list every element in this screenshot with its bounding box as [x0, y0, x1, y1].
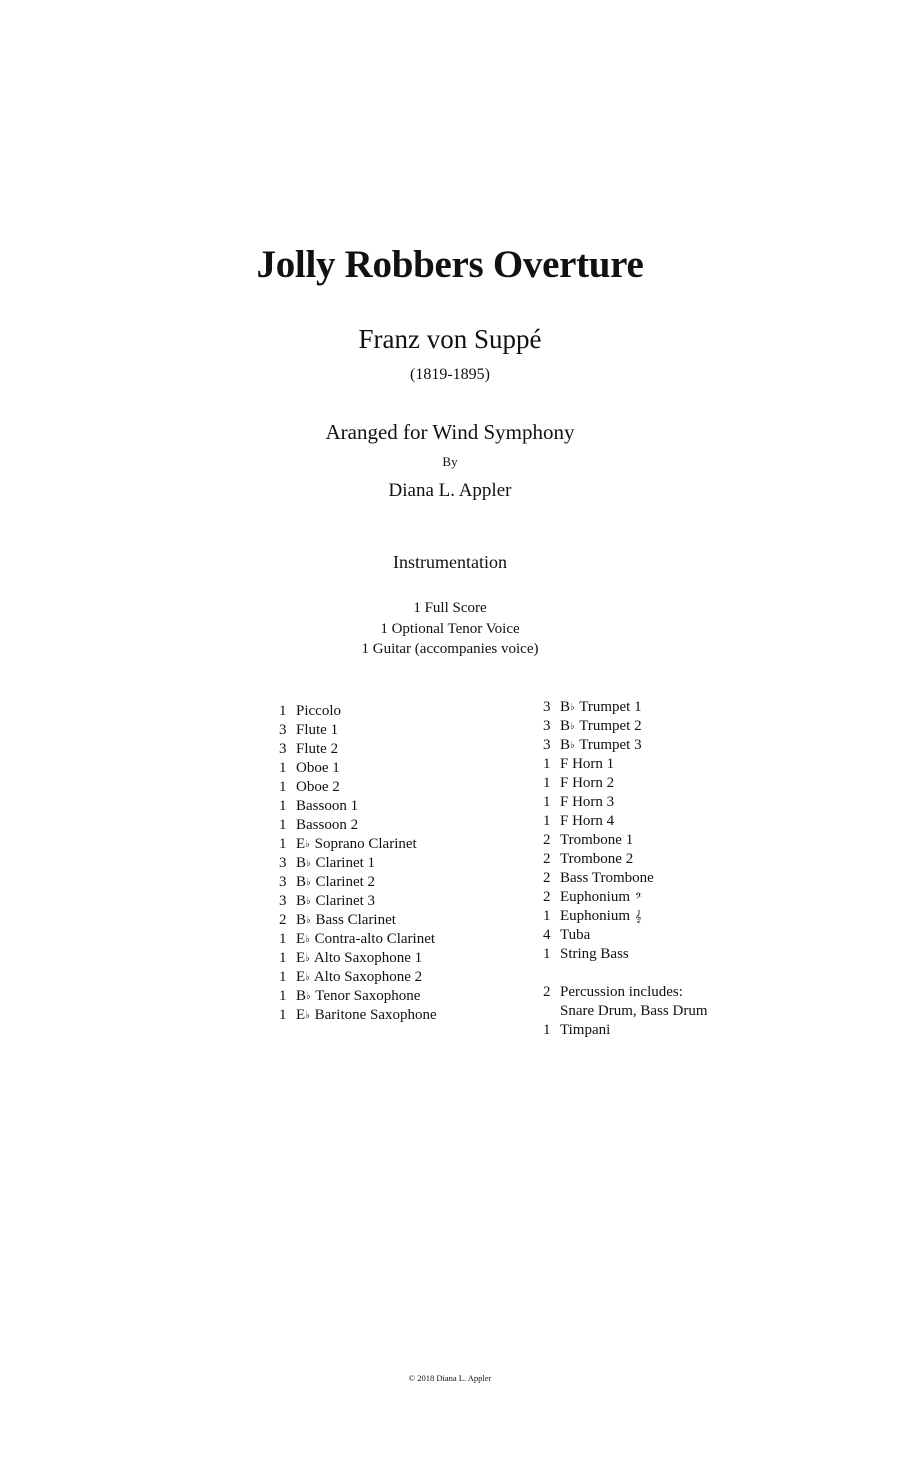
part-quantity: 1: [543, 775, 551, 791]
part-label: [560, 907, 642, 926]
part-label: [296, 835, 417, 854]
composer-dates: (1819-1895): [410, 366, 490, 383]
part-label: [296, 816, 358, 835]
part-name: F Horn 1: [560, 756, 615, 772]
part-name: Clarinet 1: [311, 855, 376, 871]
part-name: F Horn 3: [560, 794, 615, 810]
part-name: Full Score: [424, 600, 487, 616]
part-label: [560, 869, 654, 888]
part-name: Euphonium: [560, 908, 630, 924]
part-name: Tenor Saxophone: [311, 988, 421, 1004]
part-label: [560, 736, 642, 755]
part-label: [296, 759, 340, 778]
part-row: [543, 983, 707, 1002]
part-quantity: 3: [279, 893, 287, 909]
by-line: By: [442, 454, 458, 469]
part-quantity: 1: [413, 600, 421, 616]
composer-name: Franz von Suppé: [358, 324, 542, 354]
clef-icon: 𝄢: [635, 891, 643, 904]
part-quantity: 3: [543, 718, 551, 734]
part-quantity: 1: [279, 950, 287, 966]
part-row: [279, 759, 437, 778]
part-quantity: 2: [543, 984, 551, 1000]
part-label: [560, 1021, 610, 1040]
part-quantity: 2: [543, 889, 551, 905]
part-key: B: [560, 699, 571, 715]
part-quantity: 1: [279, 703, 287, 719]
part-name: Trombone 2: [560, 851, 634, 867]
copyright-notice: © 2018 Diana L. Appler: [408, 1373, 492, 1383]
part-quantity: 1: [279, 817, 287, 833]
part-label: [296, 1006, 437, 1025]
part-key: B: [296, 874, 307, 890]
part-quantity: 1: [543, 908, 551, 924]
part-quantity: 3: [279, 722, 287, 738]
part-quantity: 1: [279, 760, 287, 776]
part-name: Clarinet 2: [311, 874, 376, 890]
flat-icon: ♭: [306, 991, 311, 1002]
part-quantity: 1: [543, 1022, 551, 1038]
part-key: B: [296, 912, 307, 928]
part-row: [279, 911, 437, 930]
part-key: B: [560, 718, 571, 734]
part-name: Trumpet 2: [575, 718, 642, 734]
part-row: [279, 873, 437, 892]
part-name: Bass Clarinet: [311, 912, 396, 928]
column-spacer: [543, 964, 707, 983]
part-label: [296, 949, 422, 968]
flat-icon: ♭: [305, 972, 310, 983]
woodwind-parts-column: [279, 702, 437, 1025]
part-name: Optional Tenor Voice: [391, 620, 520, 637]
brass-parts-list: [543, 698, 707, 964]
part-row: [279, 987, 437, 1006]
flat-icon: ♭: [306, 896, 311, 907]
part-row: [543, 926, 707, 945]
part-row: [279, 778, 437, 797]
page-title: Jolly Robbers Overture: [256, 243, 644, 286]
flat-icon: ♭: [570, 702, 575, 713]
part-quantity: 3: [279, 874, 287, 890]
part-label: [296, 892, 375, 911]
part-label: [560, 774, 614, 793]
part-label: [296, 778, 340, 797]
part-label: [560, 755, 614, 774]
part-row: [543, 850, 707, 869]
part-label: [560, 831, 633, 850]
part-row: [0, 639, 900, 660]
part-quantity: 3: [543, 699, 551, 715]
part-quantity: 2: [543, 870, 551, 886]
part-row: [543, 755, 707, 774]
part-label: [296, 930, 435, 949]
part-key: E: [296, 969, 306, 985]
part-name: Piccolo: [296, 703, 341, 719]
part-row: [543, 793, 707, 812]
part-name: Tuba: [560, 927, 591, 943]
flat-icon: ♭: [570, 721, 575, 732]
part-name: F Horn 4: [560, 813, 615, 829]
part-quantity: 1: [279, 836, 287, 852]
part-row: [279, 949, 437, 968]
part-quantity: 2: [543, 851, 551, 867]
part-row: [543, 717, 707, 736]
part-key: B: [560, 737, 571, 753]
part-label: [296, 873, 375, 892]
part-row: [279, 930, 437, 949]
part-key: E: [296, 836, 306, 852]
part-quantity: 3: [279, 855, 287, 871]
part-name: F Horn 2: [560, 775, 615, 791]
part-quantity: 1: [279, 931, 287, 947]
flat-icon: ♭: [305, 953, 310, 964]
flat-icon: ♭: [306, 877, 311, 888]
part-row: [543, 698, 707, 717]
flat-icon: ♭: [570, 740, 575, 751]
part-label: [296, 854, 375, 873]
part-key: E: [296, 950, 306, 966]
part-row: [0, 598, 900, 619]
part-row: [543, 888, 707, 907]
part-key: E: [296, 1007, 306, 1023]
part-label: [296, 968, 422, 987]
part-name: Baritone Saxophone: [310, 1007, 437, 1023]
part-name: Bass Trombone: [560, 870, 654, 886]
part-name: Contra-alto Clarinet: [310, 931, 436, 947]
part-row: [279, 740, 437, 759]
part-name: Clarinet 3: [311, 893, 376, 909]
part-name: Soprano Clarinet: [310, 836, 417, 852]
part-name: Bassoon 1: [296, 798, 359, 814]
part-quantity: 3: [543, 737, 551, 753]
part-row: [0, 619, 900, 640]
part-row: [543, 907, 707, 926]
part-row: [543, 812, 707, 831]
arranged-for-line: Aranged for Wind Symphony: [325, 420, 575, 444]
part-label: [296, 987, 420, 1006]
part-label: [296, 702, 341, 721]
part-label: [560, 812, 614, 831]
part-name: Oboe 1: [296, 760, 340, 776]
brass-percussion-parts-column: [543, 698, 707, 1040]
part-row: [279, 816, 437, 835]
percussion-parts-list: [543, 983, 707, 1040]
part-name: Oboe 2: [296, 779, 340, 795]
part-row: [279, 797, 437, 816]
part-name: Trumpet 3: [575, 737, 642, 753]
part-row: [279, 892, 437, 911]
part-quantity: 1: [279, 1007, 287, 1023]
part-label: [560, 850, 633, 869]
part-quantity: 1: [543, 946, 551, 962]
part-label: [296, 911, 396, 930]
part-name: Bassoon 2: [296, 817, 359, 833]
part-row: [543, 945, 707, 964]
part-key: B: [296, 855, 307, 871]
flat-icon: ♭: [305, 839, 310, 850]
part-label: [296, 740, 338, 759]
part-label: [560, 793, 614, 812]
part-label: [296, 721, 338, 740]
flat-icon: ♭: [305, 1010, 310, 1021]
part-row: [279, 702, 437, 721]
part-row: [279, 1006, 437, 1025]
part-name: Euphonium: [560, 889, 630, 905]
part-name: Guitar (accompanies voice): [372, 641, 539, 658]
part-label: [560, 717, 642, 736]
part-key: E: [296, 931, 306, 947]
part-row: [543, 869, 707, 888]
part-name: Alto Saxophone 1: [310, 950, 423, 966]
part-quantity: 2: [543, 832, 551, 848]
part-label: [560, 983, 683, 1002]
part-name: Trombone 1: [560, 832, 634, 848]
flat-icon: ♭: [306, 915, 311, 926]
part-name: Trumpet 1: [575, 699, 642, 715]
part-row: [279, 854, 437, 873]
part-quantity: 4: [543, 927, 551, 943]
part-label: [560, 698, 642, 717]
part-name: String Bass: [560, 946, 629, 962]
part-quantity: 2: [279, 912, 287, 928]
part-name: Timpani: [560, 1022, 611, 1038]
part-label: [296, 797, 358, 816]
part-row: [543, 774, 707, 793]
arranger-name: Diana L. Appler: [388, 480, 512, 501]
part-key: B: [296, 893, 307, 909]
part-row: [543, 831, 707, 850]
part-quantity: 1: [543, 756, 551, 772]
part-row: [543, 1021, 707, 1040]
part-row: [279, 721, 437, 740]
score-parts-list: [0, 598, 900, 660]
part-name: Percussion includes:: [560, 984, 683, 1000]
instrumentation-heading: Instrumentation: [393, 552, 507, 572]
clef-icon: 𝄞: [635, 910, 642, 923]
part-label: [560, 926, 590, 945]
part-quantity: 1: [380, 620, 388, 637]
part-quantity: 1: [279, 779, 287, 795]
part-quantity: 1: [543, 794, 551, 810]
part-row: [279, 835, 437, 854]
part-quantity: 1: [361, 641, 369, 658]
part-label: [560, 945, 629, 964]
flat-icon: ♭: [305, 934, 310, 945]
part-name: Alto Saxophone 2: [310, 969, 423, 985]
part-quantity: 3: [279, 741, 287, 757]
part-name: Flute 1: [296, 722, 339, 738]
part-quantity: 1: [279, 988, 287, 1004]
part-row: [279, 968, 437, 987]
part-row: [543, 736, 707, 755]
part-quantity: 1: [543, 813, 551, 829]
part-label: [560, 888, 642, 907]
flat-icon: ♭: [306, 858, 311, 869]
part-quantity: 1: [279, 969, 287, 985]
part-name: Flute 2: [296, 741, 339, 757]
part-key: B: [296, 988, 307, 1004]
part-continuation: Snare Drum, Bass Drum: [560, 1003, 708, 1019]
part-quantity: 1: [279, 798, 287, 814]
